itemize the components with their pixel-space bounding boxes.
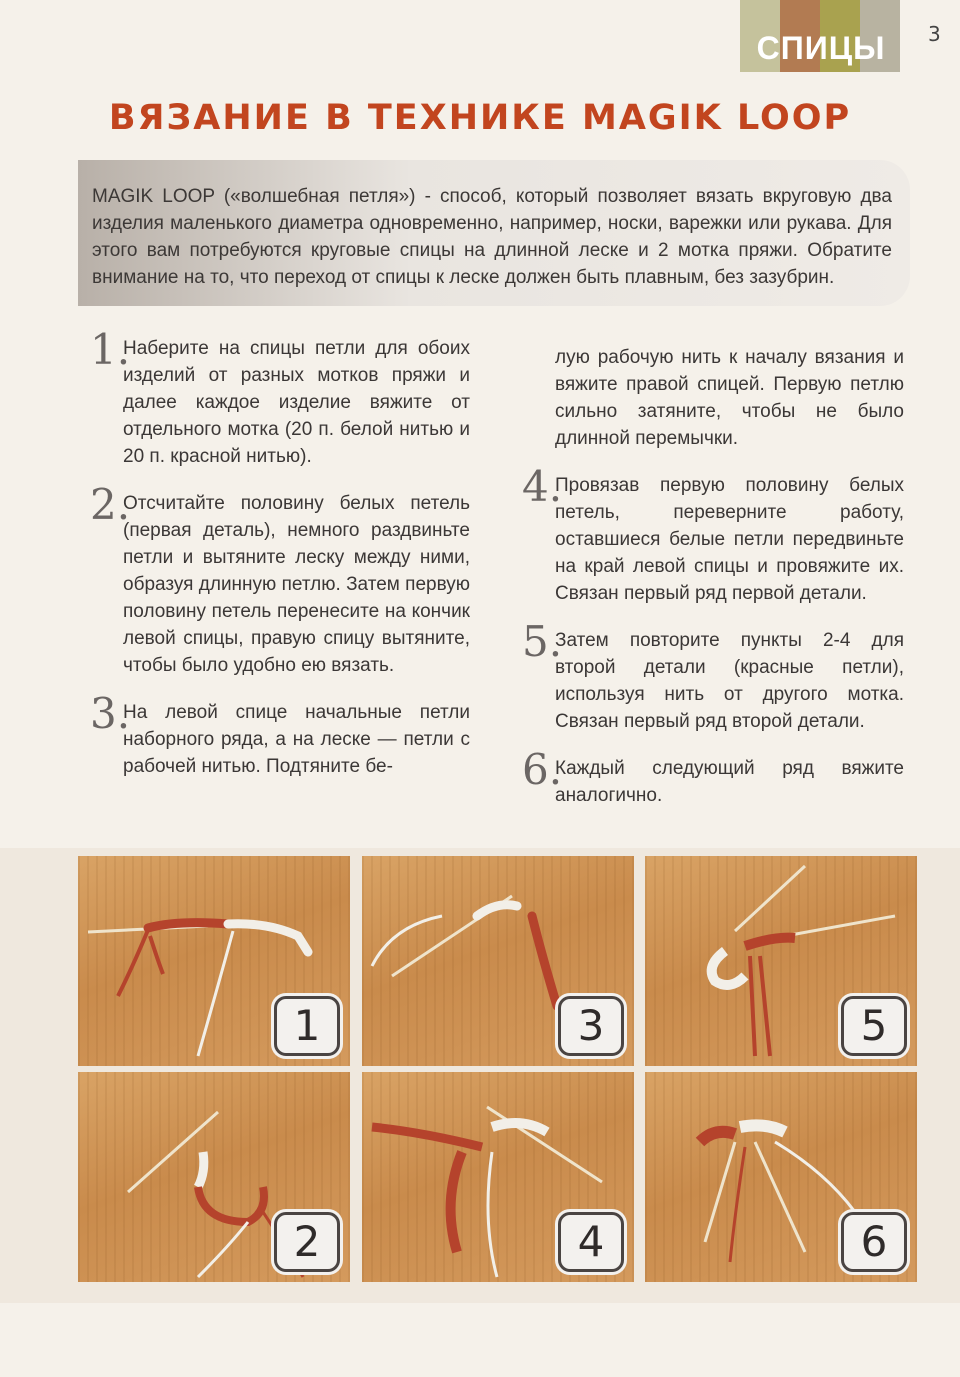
step-2 [90, 480, 470, 679]
step-1 [90, 325, 470, 470]
photo-number-badge: 3 [558, 996, 624, 1056]
step-number: 5. [522, 617, 563, 666]
step-text: Наберите на спицы петли для обоих изделий от разных мотков пряжи и далее каждое изделие вяжите от отдельного мотка (20 п. белой нитью и 20 п. красной нитью). [123, 338, 470, 467]
step-number: 2. [90, 480, 131, 529]
step-text: Затем повторите пункты 2-4 для второй детали (красные петли), используя нить от другого мотка. Связан первый ряд второй детали. [555, 630, 904, 732]
step-number: 1. [90, 325, 131, 374]
photo-step-6 [645, 1072, 917, 1282]
step-4 [522, 462, 904, 607]
step-text: Каждый следующий ряд вяжите аналогично. [555, 758, 904, 806]
page-title: ВЯЗАНИЕ В ТЕХНИКЕ MAGIK LOOP [108, 98, 852, 138]
step-number: 3. [90, 689, 131, 738]
step-text: Провязав первую половину белых петель, переверните работу, оставшиеся белые петли передвиньте на край левой спицы и провяжите их. Связан первый ряд первой детали. [555, 475, 904, 604]
column-right [522, 344, 904, 829]
photo-number-badge: 6 [841, 1212, 907, 1272]
photo-number-badge: 5 [841, 996, 907, 1056]
step-number: 6. [522, 745, 563, 794]
step-6 [522, 745, 904, 809]
photo-step-1 [78, 856, 350, 1066]
photo-number-badge: 4 [558, 1212, 624, 1272]
photo-step-4 [362, 1072, 634, 1282]
step-text: На левой спице начальные петли наборного ряда, а на леске — петли с рабочей нитью. Подтяните бе- [123, 702, 470, 777]
step-number: 4. [522, 462, 563, 511]
photo-step-3 [362, 856, 634, 1066]
photo-number-badge: 1 [274, 996, 340, 1056]
column-left [90, 325, 470, 800]
page-number: 3 [928, 22, 941, 46]
photo-number-badge: 2 [274, 1212, 340, 1272]
step-5 [522, 617, 904, 735]
photo-step-5 [645, 856, 917, 1066]
section-label: СПИЦЫ [756, 30, 886, 66]
photo-step-2 [78, 1072, 350, 1282]
intro-text: MAGIK LOOP («волшебная петля») - способ, который позволяет вязать вкруговую два изделия маленького диаметра одновременно, например, носки, варежки или рукава. Для этого вам потребуются круговые спицы на длинной леске и 2 мотка пряжи. Обратите внимание на то, что переход от спицы к леске должен быть плавным, без зазубрин. [92, 186, 892, 288]
step-3 [90, 689, 470, 780]
step-3-continued: лую рабочую нить к началу вязания и вяжите правой спицей. Первую петлю сильно затяните, чтобы не было длинной перемычки. [555, 347, 904, 449]
step-text: Отсчитайте половину белых петель (первая деталь), немного раздвиньте петли и вытяните леску между ними, образуя длинную петлю. Затем первую половину петель перенесите на кончик левой спицы, правую спицу вытяните, чтобы было удобно ею вязать. [123, 493, 470, 676]
